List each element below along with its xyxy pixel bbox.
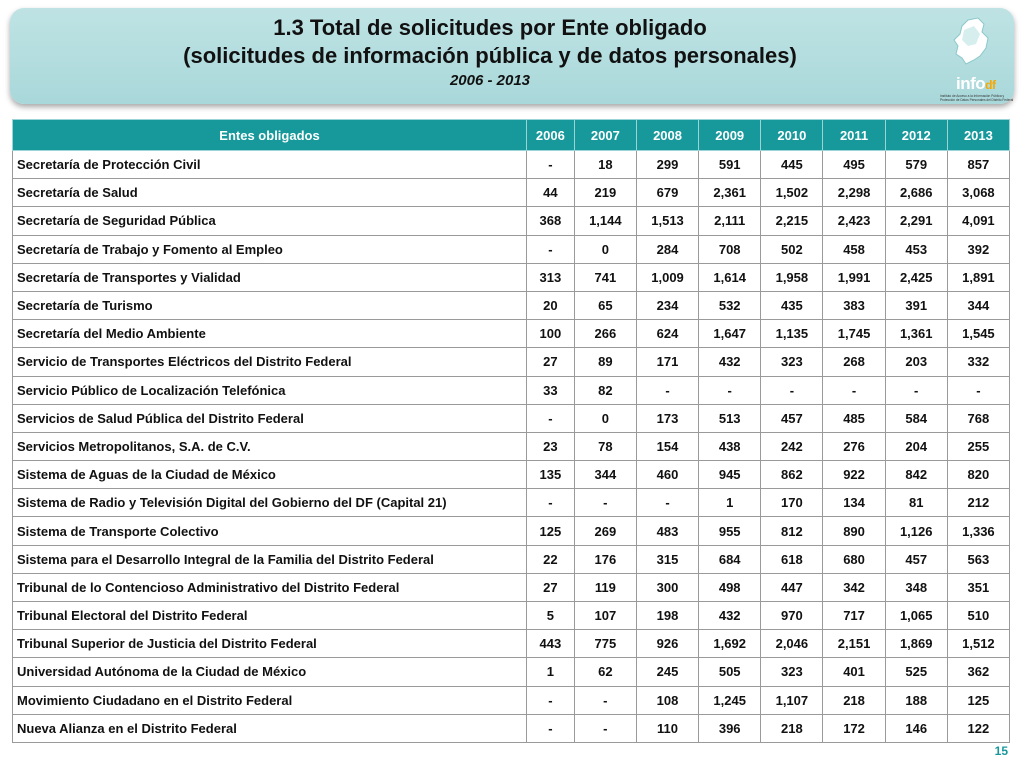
column-header-year: 2011 [823, 120, 885, 151]
value-cell: 300 [636, 573, 698, 601]
value-cell: 890 [823, 517, 885, 545]
value-cell: 383 [823, 291, 885, 319]
page-title [10, 14, 970, 92]
value-cell: 1,107 [761, 686, 823, 714]
value-cell: 171 [636, 348, 698, 376]
value-cell: 23 [527, 432, 575, 460]
value-cell: 344 [947, 291, 1009, 319]
value-cell: 348 [885, 573, 947, 601]
value-cell: 1,647 [699, 320, 761, 348]
value-cell: 502 [761, 235, 823, 263]
value-cell: 188 [885, 686, 947, 714]
logo-subtext: Instituto de Acceso a la Información Pública y Protección de Datos Personales del Distrito Federal [940, 94, 1014, 102]
value-cell: 741 [574, 263, 636, 291]
value-cell: 2,423 [823, 207, 885, 235]
value-cell: 1,512 [947, 630, 1009, 658]
value-cell: 78 [574, 432, 636, 460]
ente-name-cell: Tribunal Superior de Justicia del Distrito Federal [13, 630, 527, 658]
value-cell: 584 [885, 404, 947, 432]
logo-wordmark: infodf [956, 74, 996, 93]
ente-name-cell: Secretaría de Trabajo y Fomento al Empleo [13, 235, 527, 263]
value-cell: 2,686 [885, 179, 947, 207]
value-cell: 342 [823, 573, 885, 601]
value-cell: 768 [947, 404, 1009, 432]
page-number: 15 [994, 744, 1008, 758]
value-cell: 1,126 [885, 517, 947, 545]
column-header-year: 2012 [885, 120, 947, 151]
value-cell: 284 [636, 235, 698, 263]
value-cell: 154 [636, 432, 698, 460]
value-cell: 218 [761, 714, 823, 742]
value-cell: - [527, 714, 575, 742]
value-cell: 717 [823, 602, 885, 630]
value-cell: 125 [947, 686, 1009, 714]
value-cell: 1,065 [885, 602, 947, 630]
value-cell: 1,135 [761, 320, 823, 348]
value-cell: 438 [699, 432, 761, 460]
value-cell: 65 [574, 291, 636, 319]
value-cell: 362 [947, 658, 1009, 686]
column-header-year: 2010 [761, 120, 823, 151]
table-row [13, 545, 1010, 573]
ente-name-cell: Sistema de Aguas de la Ciudad de México [13, 461, 527, 489]
value-cell: 203 [885, 348, 947, 376]
ente-name-cell: Universidad Autónoma de la Ciudad de México [13, 658, 527, 686]
value-cell: 563 [947, 545, 1009, 573]
value-cell: 435 [761, 291, 823, 319]
value-cell: 498 [699, 573, 761, 601]
value-cell: 219 [574, 179, 636, 207]
ente-name-cell: Sistema de Transporte Colectivo [13, 517, 527, 545]
value-cell: 525 [885, 658, 947, 686]
value-cell: 1,009 [636, 263, 698, 291]
value-cell: 445 [761, 151, 823, 179]
value-cell: - [527, 151, 575, 179]
ente-name-cell: Tribunal Electoral del Distrito Federal [13, 602, 527, 630]
value-cell: 266 [574, 320, 636, 348]
value-cell: 1,545 [947, 320, 1009, 348]
table-row [13, 573, 1010, 601]
value-cell: 458 [823, 235, 885, 263]
value-cell: 212 [947, 489, 1009, 517]
value-cell: 432 [699, 348, 761, 376]
value-cell: 1,869 [885, 630, 947, 658]
title-years: 2006 - 2013 [449, 72, 531, 89]
value-cell: 618 [761, 545, 823, 573]
value-cell: 447 [761, 573, 823, 601]
solicitudes-table [12, 119, 1010, 743]
value-cell: - [947, 376, 1009, 404]
value-cell: 313 [527, 263, 575, 291]
value-cell: 176 [574, 545, 636, 573]
value-cell: 2,425 [885, 263, 947, 291]
value-cell: 44 [527, 179, 575, 207]
title-line-2: (solicitudes de información pública y de datos personales) [183, 43, 797, 68]
column-header-year: 2006 [527, 120, 575, 151]
table-row [13, 348, 1010, 376]
value-cell: 5 [527, 602, 575, 630]
value-cell: 146 [885, 714, 947, 742]
ente-name-cell: Servicio Público de Localización Telefónica [13, 376, 527, 404]
value-cell: 1,245 [699, 686, 761, 714]
ente-name-cell: Nueva Alianza en el Distrito Federal [13, 714, 527, 742]
value-cell: 0 [574, 235, 636, 263]
value-cell: 392 [947, 235, 1009, 263]
value-cell: 3,068 [947, 179, 1009, 207]
table-row [13, 151, 1010, 179]
value-cell: 125 [527, 517, 575, 545]
value-cell: 2,215 [761, 207, 823, 235]
value-cell: 483 [636, 517, 698, 545]
value-cell: 2,361 [699, 179, 761, 207]
value-cell: 624 [636, 320, 698, 348]
value-cell: 204 [885, 432, 947, 460]
table-row [13, 461, 1010, 489]
value-cell: 344 [574, 461, 636, 489]
value-cell: - [885, 376, 947, 404]
value-cell: 108 [636, 686, 698, 714]
value-cell: 218 [823, 686, 885, 714]
value-cell: 453 [885, 235, 947, 263]
value-cell: 591 [699, 151, 761, 179]
value-cell: 1,891 [947, 263, 1009, 291]
column-header-year: 2008 [636, 120, 698, 151]
column-header-year: 2009 [699, 120, 761, 151]
ente-name-cell: Secretaría del Medio Ambiente [13, 320, 527, 348]
value-cell: 1,336 [947, 517, 1009, 545]
value-cell: 198 [636, 602, 698, 630]
value-cell: - [574, 714, 636, 742]
ente-name-cell: Servicio de Transportes Eléctricos del Distrito Federal [13, 348, 527, 376]
value-cell: 684 [699, 545, 761, 573]
value-cell: 460 [636, 461, 698, 489]
value-cell: - [527, 686, 575, 714]
value-cell: 1 [527, 658, 575, 686]
value-cell: 100 [527, 320, 575, 348]
value-cell: 1,513 [636, 207, 698, 235]
value-cell: 485 [823, 404, 885, 432]
ente-name-cell: Movimiento Ciudadano en el Distrito Federal [13, 686, 527, 714]
value-cell: - [699, 376, 761, 404]
value-cell: 2,111 [699, 207, 761, 235]
value-cell: 922 [823, 461, 885, 489]
value-cell: 396 [699, 714, 761, 742]
value-cell: 332 [947, 348, 1009, 376]
value-cell: 1,361 [885, 320, 947, 348]
value-cell: 323 [761, 348, 823, 376]
value-cell: 1,692 [699, 630, 761, 658]
value-cell: 505 [699, 658, 761, 686]
value-cell: 495 [823, 151, 885, 179]
value-cell: - [636, 489, 698, 517]
column-header-year: 2007 [574, 120, 636, 151]
ente-name-cell: Secretaría de Seguridad Pública [13, 207, 527, 235]
value-cell: 1,991 [823, 263, 885, 291]
value-cell: 1,614 [699, 263, 761, 291]
value-cell: 269 [574, 517, 636, 545]
value-cell: 299 [636, 151, 698, 179]
value-cell: 20 [527, 291, 575, 319]
value-cell: 1 [699, 489, 761, 517]
value-cell: 391 [885, 291, 947, 319]
value-cell: 1,745 [823, 320, 885, 348]
value-cell: 2,046 [761, 630, 823, 658]
table-body [13, 151, 1010, 743]
value-cell: 4,091 [947, 207, 1009, 235]
value-cell: - [527, 235, 575, 263]
value-cell: 857 [947, 151, 1009, 179]
table-row [13, 686, 1010, 714]
value-cell: 18 [574, 151, 636, 179]
infodf-logo [934, 16, 1014, 102]
table-row [13, 602, 1010, 630]
ente-name-cell: Secretaría de Salud [13, 179, 527, 207]
value-cell: 820 [947, 461, 1009, 489]
value-cell: 107 [574, 602, 636, 630]
value-cell: - [761, 376, 823, 404]
value-cell: - [527, 404, 575, 432]
value-cell: 172 [823, 714, 885, 742]
table-header-row [13, 120, 1010, 151]
value-cell: 351 [947, 573, 1009, 601]
value-cell: 955 [699, 517, 761, 545]
table-row [13, 432, 1010, 460]
value-cell: 1,502 [761, 179, 823, 207]
value-cell: 173 [636, 404, 698, 432]
value-cell: - [636, 376, 698, 404]
value-cell: 82 [574, 376, 636, 404]
value-cell: 680 [823, 545, 885, 573]
value-cell: 579 [885, 151, 947, 179]
ente-name-cell: Sistema para el Desarrollo Integral de la Familia del Distrito Federal [13, 545, 527, 573]
value-cell: 532 [699, 291, 761, 319]
value-cell: 27 [527, 573, 575, 601]
city-map-icon [934, 16, 1014, 76]
value-cell: 81 [885, 489, 947, 517]
value-cell: 368 [527, 207, 575, 235]
table-row [13, 179, 1010, 207]
value-cell: 33 [527, 376, 575, 404]
value-cell: 945 [699, 461, 761, 489]
value-cell: 134 [823, 489, 885, 517]
value-cell: 22 [527, 545, 575, 573]
value-cell: 1,958 [761, 263, 823, 291]
value-cell: 0 [574, 404, 636, 432]
table-row [13, 630, 1010, 658]
table-row [13, 404, 1010, 432]
value-cell: 268 [823, 348, 885, 376]
value-cell: - [574, 686, 636, 714]
value-cell: 135 [527, 461, 575, 489]
table-row [13, 235, 1010, 263]
value-cell: - [527, 489, 575, 517]
value-cell: 812 [761, 517, 823, 545]
value-cell: 27 [527, 348, 575, 376]
table-row [13, 320, 1010, 348]
ente-name-cell: Secretaría de Protección Civil [13, 151, 527, 179]
value-cell: 245 [636, 658, 698, 686]
value-cell: 2,298 [823, 179, 885, 207]
value-cell: 62 [574, 658, 636, 686]
value-cell: - [823, 376, 885, 404]
ente-name-cell: Sistema de Radio y Televisión Digital del Gobierno del DF (Capital 21) [13, 489, 527, 517]
value-cell: 89 [574, 348, 636, 376]
value-cell: 323 [761, 658, 823, 686]
value-cell: 457 [885, 545, 947, 573]
table-row [13, 291, 1010, 319]
value-cell: 2,291 [885, 207, 947, 235]
ente-name-cell: Secretaría de Turismo [13, 291, 527, 319]
value-cell: 513 [699, 404, 761, 432]
value-cell: 242 [761, 432, 823, 460]
value-cell: 432 [699, 602, 761, 630]
value-cell: 457 [761, 404, 823, 432]
value-cell: 443 [527, 630, 575, 658]
value-cell: 315 [636, 545, 698, 573]
value-cell: 234 [636, 291, 698, 319]
column-header-entes: Entes obligados [13, 120, 527, 151]
ente-name-cell: Servicios de Salud Pública del Distrito Federal [13, 404, 527, 432]
table-row [13, 489, 1010, 517]
ente-name-cell: Servicios Metropolitanos, S.A. de C.V. [13, 432, 527, 460]
value-cell: 401 [823, 658, 885, 686]
value-cell: 276 [823, 432, 885, 460]
table-row [13, 376, 1010, 404]
value-cell: 122 [947, 714, 1009, 742]
value-cell: 170 [761, 489, 823, 517]
value-cell: 842 [885, 461, 947, 489]
value-cell: 2,151 [823, 630, 885, 658]
value-cell: 119 [574, 573, 636, 601]
ente-name-cell: Tribunal de lo Contencioso Administrativo del Distrito Federal [13, 573, 527, 601]
value-cell: 110 [636, 714, 698, 742]
value-cell: 862 [761, 461, 823, 489]
table-row [13, 517, 1010, 545]
value-cell: - [574, 489, 636, 517]
table-row [13, 263, 1010, 291]
value-cell: 708 [699, 235, 761, 263]
value-cell: 255 [947, 432, 1009, 460]
value-cell: 679 [636, 179, 698, 207]
value-cell: 970 [761, 602, 823, 630]
title-line-1: 1.3 Total de solicitudes por Ente obligado [273, 15, 707, 40]
value-cell: 775 [574, 630, 636, 658]
value-cell: 1,144 [574, 207, 636, 235]
value-cell: 926 [636, 630, 698, 658]
table-row [13, 658, 1010, 686]
table-row [13, 714, 1010, 742]
value-cell: 510 [947, 602, 1009, 630]
column-header-year: 2013 [947, 120, 1009, 151]
table-row [13, 207, 1010, 235]
ente-name-cell: Secretaría de Transportes y Vialidad [13, 263, 527, 291]
